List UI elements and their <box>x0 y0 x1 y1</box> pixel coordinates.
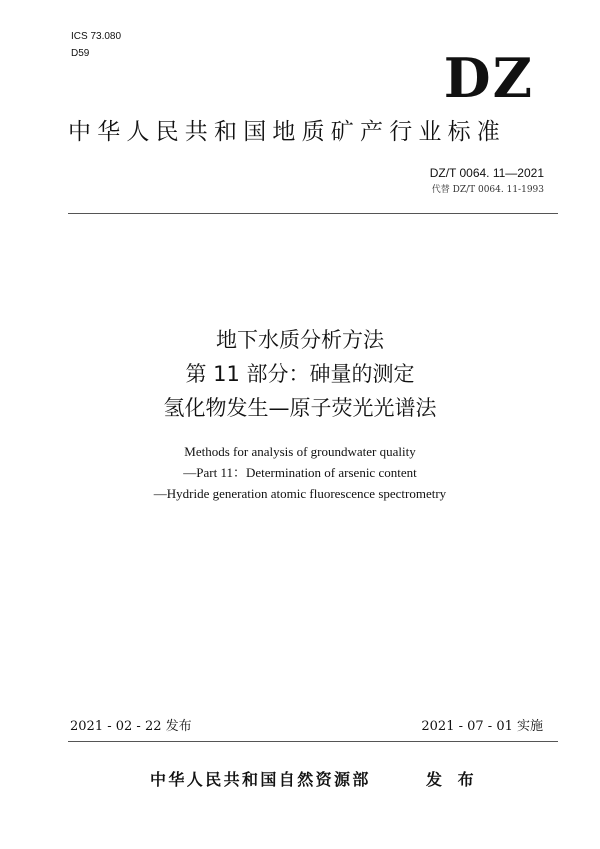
dz-logo: DZ <box>443 46 534 110</box>
chinese-title-line: 地下水质分析方法 <box>216 328 384 352</box>
english-title-line: —Hydride generation atomic fluorescence spectrometry <box>153 486 447 501</box>
issue-date: 2021 - 02 - 22 发布 <box>70 719 192 734</box>
issuer-name: 中华人民共和国自然资源部 <box>150 770 371 789</box>
replaces-note: 代替 DZ/T 0064. 11-1993 <box>431 185 544 195</box>
chinese-title-line: 氢化物发生—原子荧光光谱法 <box>163 396 437 420</box>
english-title-line: Methods for analysis of groundwater quality <box>184 444 416 459</box>
publish-label: 发 布 <box>426 770 479 789</box>
top-divider <box>68 213 558 214</box>
ics-code: ICS 73.080 <box>71 31 122 42</box>
ccs-code: D59 <box>71 48 90 59</box>
implement-date: 2021 - 07 - 01 实施 <box>421 719 543 734</box>
english-title-line: —Part 11：Determination of arsenic content <box>183 465 417 480</box>
chinese-title-line: 第 11 部分：砷量的测定 <box>185 362 415 386</box>
standard-number: DZ/T 0064. 11—2021 <box>429 166 544 180</box>
bottom-divider <box>68 741 558 742</box>
english-title <box>0 441 600 504</box>
chinese-title <box>0 323 600 425</box>
standard-title: 中华人民共和国地质矿产行业标准 <box>68 119 506 145</box>
